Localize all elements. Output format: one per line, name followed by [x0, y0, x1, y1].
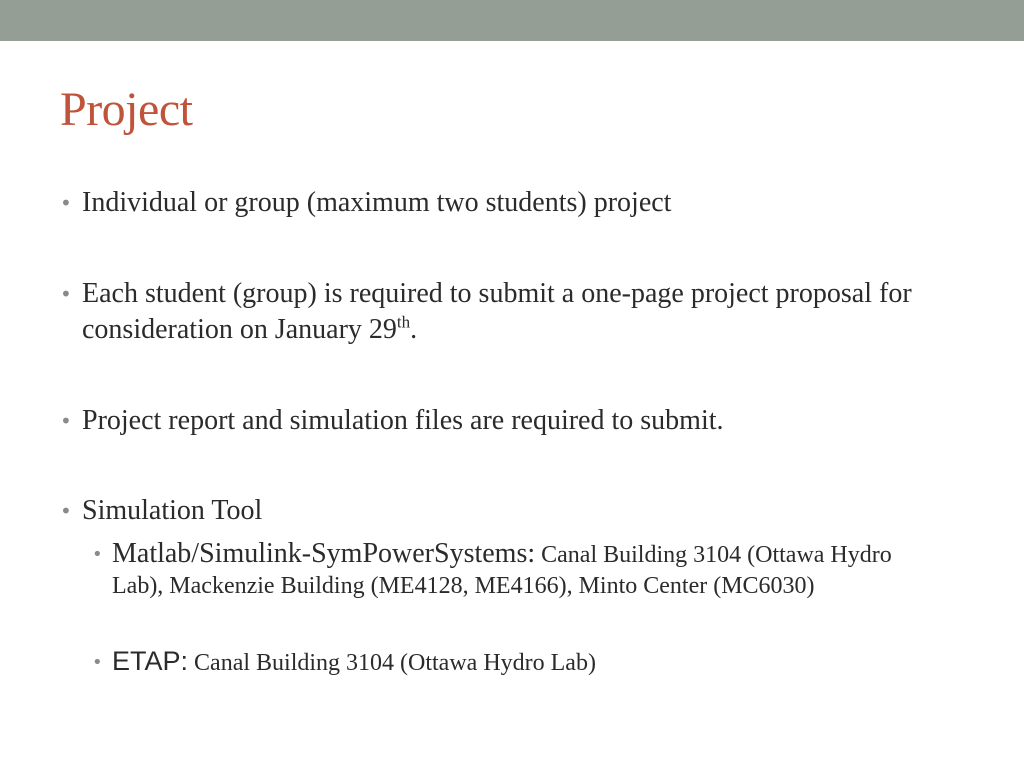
bullet-dot-icon: •	[60, 191, 72, 215]
bullet-item	[60, 276, 960, 348]
top-accent-band	[0, 0, 1024, 41]
bullet-text-main: Each student (group) is required to submit a one-page project proposal for consideration on January 29	[82, 278, 912, 345]
bullet-text: Project report and simulation files are required to submit.	[82, 405, 724, 436]
sub-bullet-item	[92, 538, 932, 634]
bullet-item	[60, 493, 960, 529]
sub-bullet-detail: Canal Building 3104 (Ottawa Hydro Lab)	[188, 650, 596, 676]
sub-bullet-text	[112, 646, 922, 679]
superscript-suffix: th	[396, 312, 411, 332]
bullet-text	[82, 276, 942, 348]
sub-bullet-item	[92, 646, 932, 680]
bullet-dot-icon: •	[92, 544, 103, 565]
bullet-item	[60, 185, 960, 221]
bullet-item	[60, 403, 960, 439]
sub-bullet-detail: Canal Building 3104 (Ottawa Hydro Lab), Mackenzie Building (ME4128, ME4166), Minto Center (MC6030)	[112, 542, 892, 599]
bullet-text-end: .	[410, 314, 418, 345]
bullet-text: Individual or group (maximum two students) project	[82, 187, 672, 218]
bullet-dot-icon: •	[92, 652, 103, 673]
slide-title: Project	[60, 83, 193, 136]
bullet-text: Simulation Tool	[82, 495, 263, 526]
sub-bullet-lead: Matlab/Simulink-SymPowerSystems:	[112, 538, 536, 569]
sub-bullet-text	[112, 538, 922, 602]
sub-bullet-lead: ETAP:	[112, 646, 189, 676]
bullet-dot-icon: •	[60, 282, 72, 306]
bullet-dot-icon: •	[60, 499, 72, 523]
bullet-dot-icon: •	[60, 409, 72, 433]
